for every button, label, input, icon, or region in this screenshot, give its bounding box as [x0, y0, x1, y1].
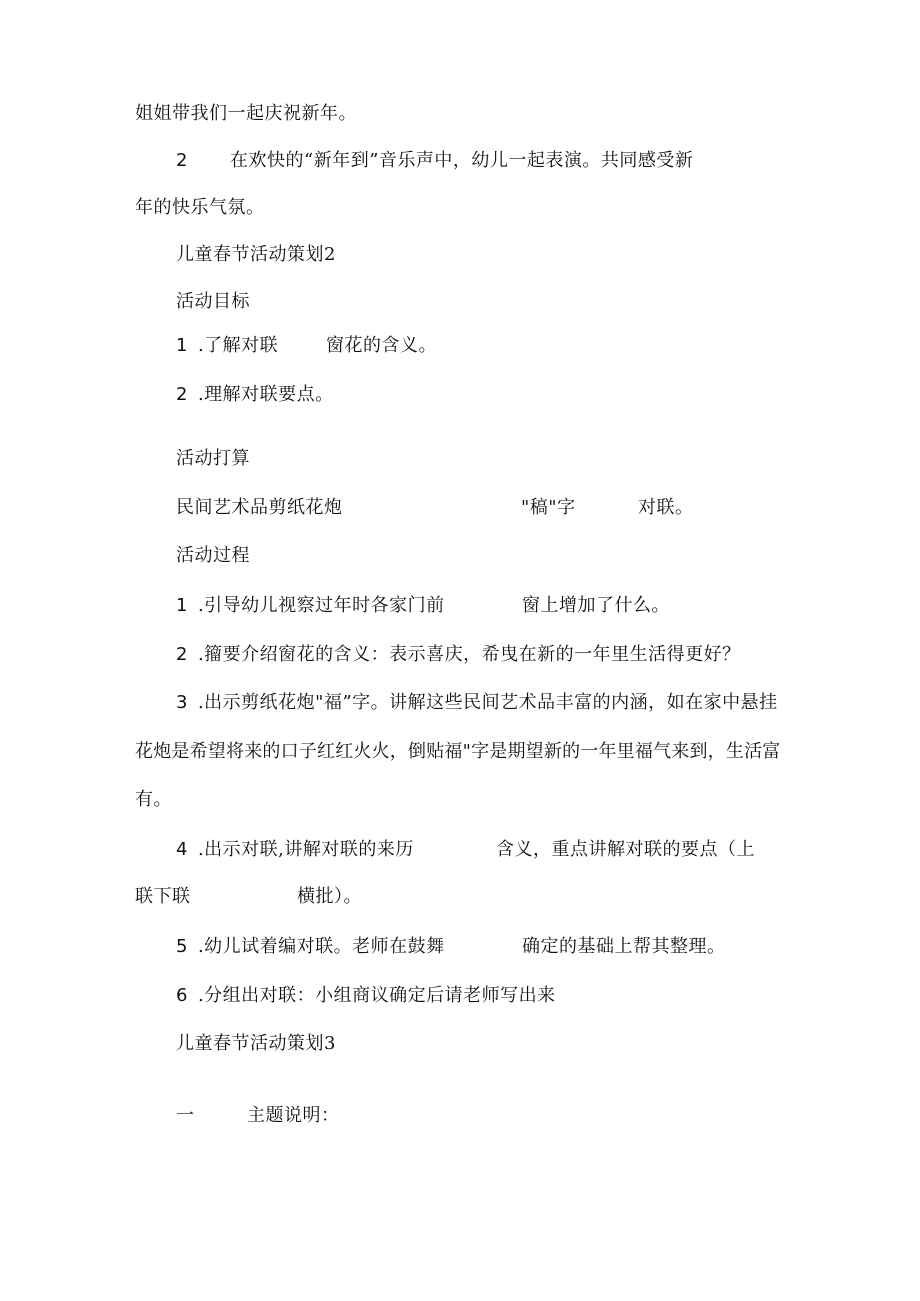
paragraph-line: 横批）。	[297, 886, 362, 907]
list-text: .幼儿试着编对联。老师在鼓舞	[197, 936, 445, 957]
list-number: 2	[176, 644, 188, 665]
list-text: 窗花的含义。	[326, 335, 437, 356]
list-text: 确定的基础上帮其整理。	[522, 936, 726, 957]
list-number: 1	[176, 595, 188, 616]
subheading: 活动打算	[176, 448, 250, 469]
list-item	[176, 985, 556, 1007]
list-number: 5	[176, 936, 188, 957]
list-item	[176, 839, 414, 861]
list-item	[176, 335, 278, 357]
list-number: 1	[176, 335, 188, 356]
paragraph-line: 年的快乐气氛。	[135, 197, 265, 218]
list-text: 含义，重点讲解对联的要点（上	[496, 839, 755, 860]
paragraph-line: 对联。	[638, 497, 694, 518]
subheading: 主题说明：	[247, 1105, 340, 1126]
list-number: 4	[176, 839, 188, 860]
list-item	[176, 150, 198, 172]
list-number: 2	[176, 384, 188, 405]
list-text: 窗上增加了什么。	[522, 595, 670, 616]
paragraph-line: 民间艺术品剪纸花炮	[176, 497, 343, 518]
list-item	[176, 692, 778, 714]
list-item	[176, 644, 741, 666]
subheading: 活动过程	[176, 545, 250, 566]
list-text: .分组出对联：小组商议确定后请老师写出来	[197, 985, 556, 1006]
list-text: .出示对联,讲解对联的来历	[197, 839, 414, 860]
list-text: .出示剪纸花炮"福”字。讲解这些民间艺术品丰富的内涵，如在家中悬挂	[197, 692, 778, 713]
paragraph-line: 在欢快的“新年到”音乐声中，幼儿一起表演。共同感受新	[230, 150, 694, 171]
list-item	[176, 384, 334, 406]
list-text: .引导幼儿视察过年时各家门前	[197, 595, 445, 616]
section-heading: 儿童春节活动策划3	[176, 1033, 336, 1054]
list-item	[176, 936, 445, 958]
paragraph-line: 有。	[135, 789, 172, 810]
section-heading: 儿童春节活动策划2	[176, 244, 336, 265]
paragraph-line: 花炮是希望将来的口子红红火火，倒贴福"字是期望新的一年里福气来到，生活富	[135, 741, 781, 762]
list-number: 2	[176, 150, 188, 171]
list-text: .籀要介绍窗花的含义：表示喜庆，希曳在新的一年里生活得更好？	[197, 644, 741, 665]
list-item	[176, 595, 445, 617]
list-text: .了解对联	[197, 335, 279, 356]
paragraph-line: "稿"字	[521, 497, 576, 518]
subheading-number: 一	[176, 1105, 195, 1126]
subheading: 活动目标	[176, 291, 250, 312]
paragraph-line: 联下联	[135, 886, 191, 907]
paragraph-line: 姐姐带我们一起庆祝新年。	[135, 103, 357, 124]
list-number: 3	[176, 692, 188, 713]
list-number: 6	[176, 985, 188, 1006]
list-text: .理解对联要点。	[197, 384, 334, 405]
